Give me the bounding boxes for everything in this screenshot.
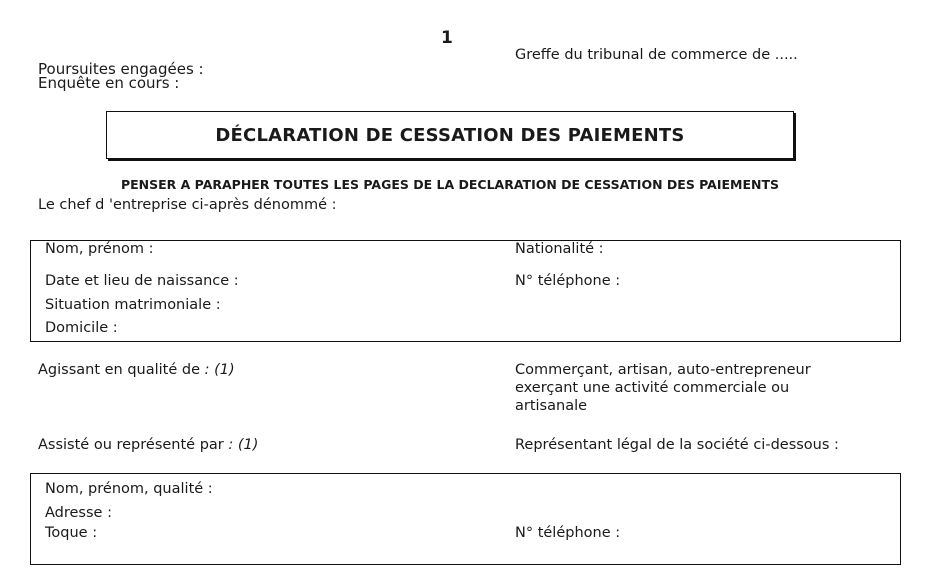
toque-label: Toque : <box>45 525 98 541</box>
agissant-label <box>38 362 235 378</box>
nationalite-label: Nationalité : <box>515 241 604 257</box>
situation-matrimoniale-label: Situation matrimoniale : <box>45 297 221 313</box>
nom-prenom-qualite-label: Nom, prénom, qualité : <box>45 481 213 497</box>
assiste-text: Assisté ou représenté par <box>38 437 229 453</box>
title-box <box>106 111 794 159</box>
agissant-note: : (1) <box>204 362 235 378</box>
adresse-label: Adresse : <box>45 505 112 521</box>
assiste-note: : (1) <box>228 437 259 453</box>
assiste-label <box>38 437 258 453</box>
telephone-label: N° téléphone : <box>515 273 621 289</box>
greffe-line: Greffe du tribunal de commerce de ..... <box>515 47 798 63</box>
paraph-notice: PENSER A PARAPHER TOUTES LES PAGES DE LA DECLARATION DE CESSATION DES PAIEMENTS <box>120 177 780 192</box>
page-number: 1 <box>441 28 453 48</box>
agissant-value-line1: Commerçant, artisan, auto-entrepreneur <box>515 362 811 378</box>
assiste-value: Représentant légal de la société ci-dessous : <box>515 437 839 453</box>
agissant-value-line2: exerçant une activité commerciale ou <box>515 380 790 396</box>
enquete-label: Enquête en cours : <box>38 74 180 92</box>
identity-box <box>30 240 901 342</box>
agissant-text: Agissant en qualité de <box>38 362 205 378</box>
document-title: DÉCLARATION DE CESSATION DES PAIEMENTS <box>215 124 685 146</box>
poursuites-label: Poursuites engagées : <box>38 60 204 78</box>
chef-intro: Le chef d 'entreprise ci-après dénommé : <box>38 197 337 213</box>
nom-prenom-label: Nom, prénom : <box>45 241 154 257</box>
representative-telephone-label: N° téléphone : <box>515 525 621 541</box>
date-lieu-naissance-label: Date et lieu de naissance : <box>45 273 239 289</box>
agissant-value-line3: artisanale <box>515 398 588 414</box>
domicile-label: Domicile : <box>45 320 118 336</box>
